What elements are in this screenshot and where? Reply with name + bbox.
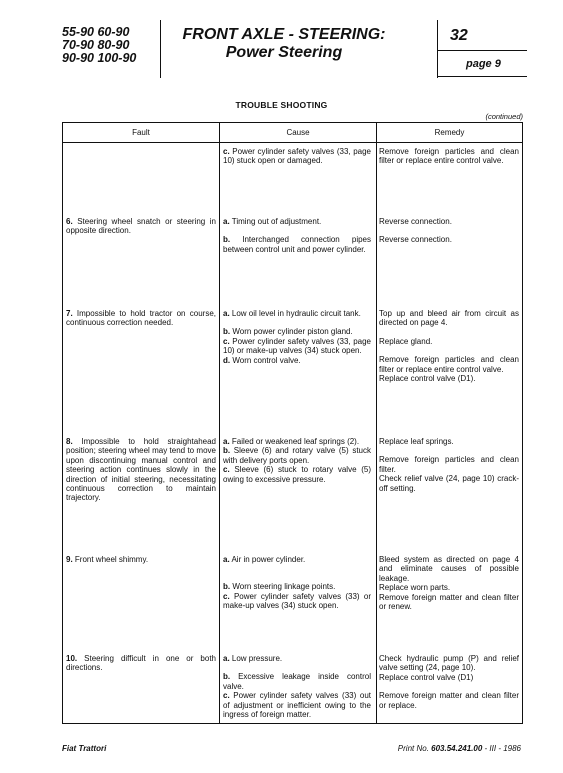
remedy-cell — [379, 654, 519, 710]
column-header-fault: Fault — [132, 128, 150, 137]
remedy-text: Reverse connection. — [379, 217, 452, 226]
remedy-text: Remove foreign particles and clean filter or replace entire control valve. — [379, 355, 519, 374]
fault-cell — [66, 217, 216, 245]
cause-cell — [223, 217, 371, 263]
cause-label: d. — [223, 355, 231, 365]
cause-cell — [223, 437, 371, 484]
section-number: 32 — [450, 27, 468, 44]
fault-cell — [66, 654, 216, 682]
header-rule — [437, 50, 527, 51]
fault-cell — [66, 437, 216, 512]
cause-cell — [223, 555, 371, 611]
section-title: TROUBLE SHOOTING — [235, 100, 328, 110]
cause-label: c. — [223, 591, 230, 601]
remedy-cell — [379, 309, 519, 383]
fault-number: 9. — [66, 555, 73, 564]
table-header — [63, 123, 522, 143]
fault-text: Front wheel shimmy. — [72, 555, 149, 564]
cause-text: Sleeve (6) and rotary valve (5) stuck with delivery ports open. — [223, 446, 371, 465]
model-line: 70-90 80-90 — [62, 38, 130, 52]
remedy-text: Replace worn parts. — [379, 583, 451, 593]
fault-number: 6. — [66, 217, 73, 226]
cause-label: c. — [223, 465, 230, 475]
cause-text: Interchanged connection pipes between control unit and power cylinder. — [223, 235, 371, 254]
header-divider — [160, 20, 161, 78]
column-divider — [219, 123, 220, 723]
model-list — [62, 26, 136, 65]
remedy-text: Remove foreign particles and clean filter or replace entire control valve. — [379, 147, 519, 166]
cause-label: a. — [223, 437, 230, 446]
footer-print-prefix: Print No. — [397, 744, 432, 753]
cause-text: Power cylinder safety valves (33) out of adjustment or inefficient owing to the ingress of foreign matter. — [223, 691, 371, 720]
cause-text: Timing out of adjustment. — [229, 217, 322, 226]
fault-text: Impossible to hold tractor on course, continuous correction needed. — [66, 309, 216, 328]
remedy-cell — [379, 437, 519, 493]
cause-label: b. — [223, 327, 231, 337]
cause-label: b. — [223, 235, 231, 245]
fault-text: Steering wheel snatch or steering in opposite direction. — [66, 217, 216, 236]
remedy-cell — [379, 555, 519, 611]
remedy-cell — [379, 217, 519, 254]
cause-text: Low oil level in hydraulic circuit tank. — [229, 309, 361, 318]
cause-label: b. — [223, 582, 231, 592]
remedy-text: Check hydraulic pump (P) and relief valve setting (24, page 10). — [379, 654, 519, 673]
title-line-1: FRONT AXLE - STEERING: — [182, 26, 386, 43]
column-divider — [376, 123, 377, 723]
model-line: 55-90 60-90 — [62, 25, 130, 39]
remedy-text: Remove foreign matter and clean filter or renew. — [379, 592, 519, 612]
cause-cell — [223, 309, 371, 365]
cause-text: Failed or weakened leaf springs (2). — [229, 437, 360, 446]
cause-text: Low pressure. — [229, 654, 283, 663]
cause-label: c. — [223, 691, 230, 701]
remedy-text: Top up and bleed air from circuit as directed on page 4. — [379, 309, 519, 328]
trouble-shooting-table — [62, 122, 523, 724]
fault-number: 8. — [66, 437, 73, 446]
footer-publisher: Fiat Trattori — [62, 744, 107, 753]
fault-cell — [66, 555, 216, 573]
cause-text: Sleeve (6) stuck to rotary valve (5) owing to excessive pressure. — [223, 465, 371, 484]
column-header-remedy: Remedy — [434, 128, 465, 137]
cause-label: c. — [223, 147, 230, 156]
page-title — [164, 26, 404, 62]
cause-text: Worn steering linkage points. — [230, 582, 336, 592]
cause-text: Worn power cylinder piston gland. — [230, 327, 353, 337]
column-header-cause: Cause — [286, 128, 310, 137]
cause-label: a. — [223, 217, 230, 226]
cause-text: Power cylinder safety valves (33) or make-up valves (34) stuck open. — [223, 591, 371, 611]
cause-cell — [223, 147, 371, 175]
remedy-text: Remove foreign particles and clean filter. — [379, 455, 519, 474]
fault-text: Steering difficult in one or both directions. — [66, 654, 216, 673]
title-line-2: Power Steering — [225, 44, 343, 61]
cause-text: Worn control valve. — [230, 355, 301, 365]
footer-print-suffix: - III - 1986 — [482, 744, 521, 753]
remedy-text: Bleed system as directed on page 4 and eliminate causes of possible leakage. — [379, 555, 519, 583]
remedy-text: Replace control valve (D1). — [379, 374, 476, 384]
remedy-cell — [379, 147, 519, 175]
remedy-text: Replace control valve (D1) — [379, 672, 474, 682]
page-number: page 9 — [466, 58, 501, 70]
remedy-text: Check relief valve (24, page 10) crack-off setting. — [379, 474, 519, 493]
remedy-text: Replace leaf springs. — [379, 437, 454, 446]
header-rule — [437, 76, 527, 77]
page-header — [0, 0, 563, 80]
cause-text: Air in power cylinder. — [229, 555, 306, 564]
cause-text: Power cylinder safety valves (33, page 10) stuck open or damaged. — [223, 147, 371, 166]
header-divider — [437, 20, 438, 78]
continued-note: (continued) — [485, 112, 523, 121]
cause-label: b. — [223, 672, 231, 682]
remedy-text: Remove foreign matter and clean filter or replace. — [379, 691, 519, 710]
fault-cell — [66, 309, 216, 337]
cause-label: c. — [223, 336, 230, 346]
cause-text: Power cylinder safety valves (33, page 10) or make-up valves (34) stuck open. — [223, 336, 371, 356]
fault-number: 7. — [66, 309, 73, 318]
cause-cell — [223, 654, 371, 719]
footer-print-info — [398, 744, 521, 753]
cause-label: a. — [223, 654, 230, 663]
cause-label: a. — [223, 555, 230, 564]
cause-label: b. — [223, 446, 231, 456]
remedy-text: Replace gland. — [379, 336, 433, 346]
footer-print-number: 603.54.241.00 — [431, 744, 483, 753]
fault-text: Impossible to hold straightahead position; steering wheel may tend to move upon discontinuing manual control and steering action continues slowly in the direction of initial steering, necessitating continuous correction to maintain trajectory. — [66, 437, 216, 503]
cause-label: a. — [223, 309, 230, 318]
fault-number: 10. — [66, 654, 78, 663]
remedy-text: Reverse connection. — [379, 235, 452, 245]
cause-text: Excessive leakage inside control valve. — [223, 672, 371, 691]
model-line: 90-90 100-90 — [62, 51, 137, 65]
